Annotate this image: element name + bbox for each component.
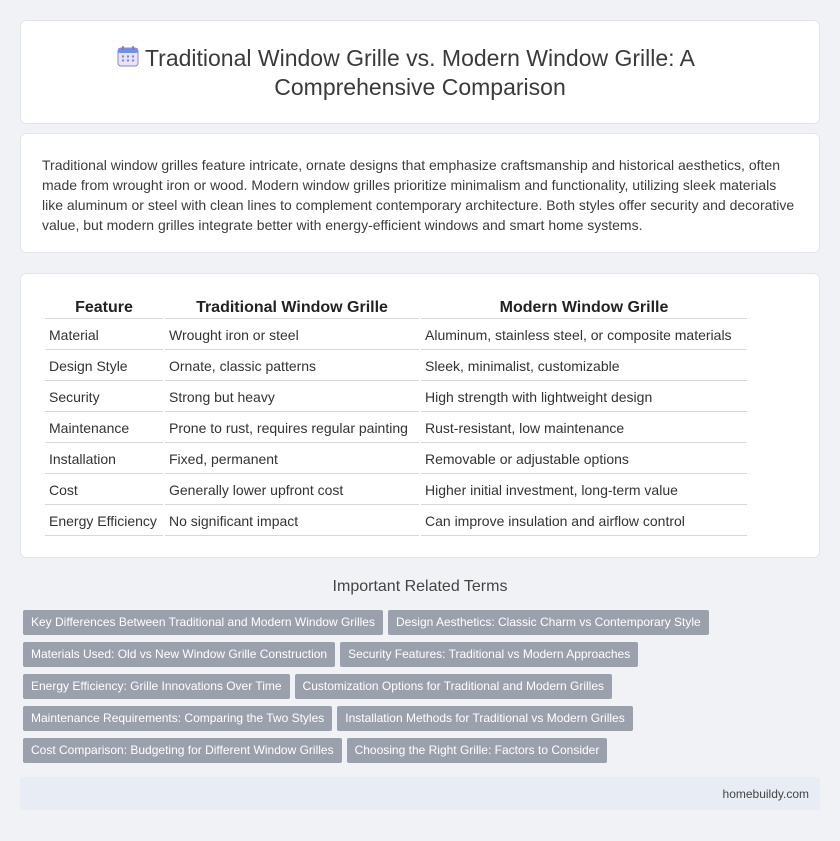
feature-cell: Security	[45, 383, 163, 412]
intro-card	[20, 133, 820, 253]
feature-cell: Cost	[45, 476, 163, 505]
tag-row	[23, 738, 813, 770]
table-row	[45, 383, 747, 412]
related-terms-list	[23, 610, 813, 770]
table-row	[45, 476, 747, 505]
traditional-cell: Strong but heavy	[165, 383, 419, 412]
related-term-tag[interactable]: Materials Used: Old vs New Window Grille Construction	[23, 642, 335, 667]
traditional-cell: Prone to rust, requires regular painting	[165, 414, 419, 443]
table-row	[45, 352, 747, 381]
related-term-tag[interactable]: Customization Options for Traditional and Modern Grilles	[295, 674, 612, 699]
table-row	[45, 321, 747, 350]
tag-row	[23, 674, 813, 706]
column-header-feature: Feature	[45, 298, 163, 319]
related-term-tag[interactable]: Cost Comparison: Budgeting for Different Window Grilles	[23, 738, 342, 763]
footer-site-link[interactable]: homebuildy.com	[722, 787, 809, 801]
tag-row	[23, 642, 813, 674]
related-term-tag[interactable]: Key Differences Between Traditional and Modern Window Grilles	[23, 610, 383, 635]
related-term-tag[interactable]: Installation Methods for Traditional vs Modern Grilles	[337, 706, 632, 731]
modern-cell: Higher initial investment, long-term value	[421, 476, 747, 505]
related-term-tag[interactable]: Security Features: Traditional vs Modern Approaches	[340, 642, 638, 667]
tag-row	[23, 706, 813, 738]
modern-cell: High strength with lightweight design	[421, 383, 747, 412]
modern-cell: Aluminum, stainless steel, or composite materials	[421, 321, 747, 350]
feature-cell: Material	[45, 321, 163, 350]
column-header-modern: Modern Window Grille	[421, 298, 747, 319]
related-term-tag[interactable]: Design Aesthetics: Classic Charm vs Contemporary Style	[388, 610, 709, 635]
related-terms-heading: Important Related Terms	[332, 578, 508, 595]
related-term-tag[interactable]: Energy Efficiency: Grille Innovations Over Time	[23, 674, 290, 699]
feature-cell: Design Style	[45, 352, 163, 381]
table-row	[45, 507, 747, 536]
modern-cell: Removable or adjustable options	[421, 445, 747, 474]
related-term-tag[interactable]: Maintenance Requirements: Comparing the Two Styles	[23, 706, 332, 731]
traditional-cell: Wrought iron or steel	[165, 321, 419, 350]
comparison-card	[20, 273, 820, 558]
footer	[20, 777, 820, 810]
modern-cell: Can improve insulation and airflow control	[421, 507, 747, 536]
traditional-cell: No significant impact	[165, 507, 419, 536]
page-title: Traditional Window Grille vs. Modern Window Grille: A Comprehensive Comparison	[144, 45, 696, 100]
related-term-tag[interactable]: Choosing the Right Grille: Factors to Consider	[347, 738, 608, 763]
modern-cell: Rust-resistant, low maintenance	[421, 414, 747, 443]
comparison-table	[43, 296, 749, 538]
traditional-cell: Fixed, permanent	[165, 445, 419, 474]
table-row	[45, 414, 747, 443]
table-row	[45, 445, 747, 474]
feature-cell: Installation	[45, 445, 163, 474]
modern-cell: Sleek, minimalist, customizable	[421, 352, 747, 381]
feature-cell: Energy Efficiency	[45, 507, 163, 536]
table-header-row	[45, 298, 747, 319]
feature-cell: Maintenance	[45, 414, 163, 443]
column-header-traditional: Traditional Window Grille	[165, 298, 419, 319]
header-card	[20, 20, 820, 124]
intro-paragraph: Traditional window grilles feature intricate, ornate designs that emphasize craftsmanship and historical aesthetics, often made from wrought iron or wood. Modern window grilles prioritize minimalism and functionality, utilizing sleek materials like aluminum or steel with clean lines to complement contemporary architecture. Both styles offer security and decorative value, but modern grilles integrate better with energy-efficient windows and smart home systems.	[42, 157, 795, 233]
tag-row	[23, 610, 813, 642]
traditional-cell: Generally lower upfront cost	[165, 476, 419, 505]
traditional-cell: Ornate, classic patterns	[165, 352, 419, 381]
